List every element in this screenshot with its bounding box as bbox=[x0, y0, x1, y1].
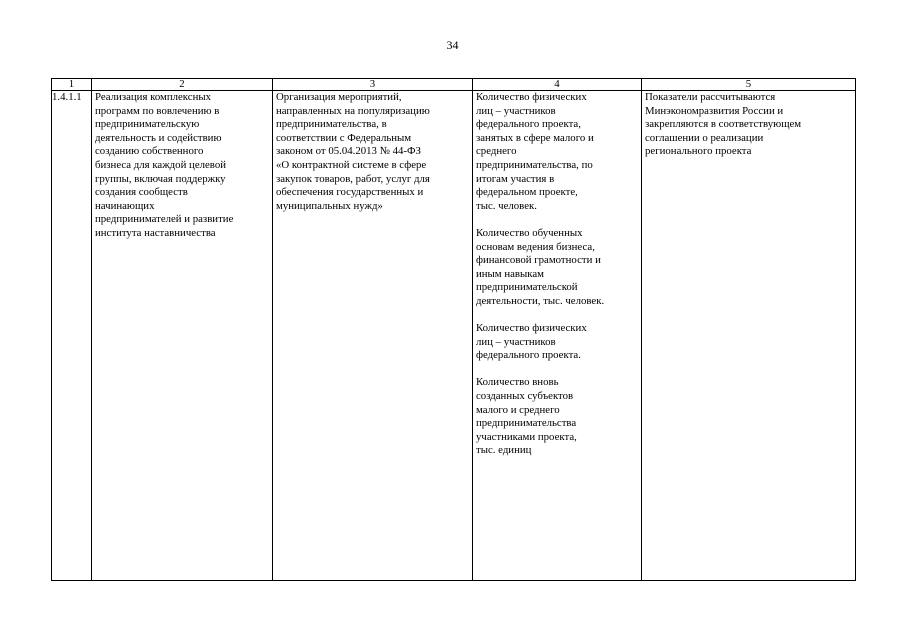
column-header-2: 2 bbox=[92, 79, 273, 91]
event-name-cell bbox=[92, 91, 273, 581]
indicator-paragraph: Количество вновь созданных субъектов малого и среднего предпринимательства участниками проекта, тыс. единиц bbox=[476, 376, 577, 457]
activity-cell bbox=[273, 91, 473, 581]
event-name: Реализация комплексных программ по вовлечению в предпринимательскую деятельность и содействию созданию собственного бизнеса для каждой целевой группы, включая поддержку создания сообществ начинающих предпринимателей и развитие института наставничества bbox=[95, 91, 234, 239]
table-header-row bbox=[52, 79, 856, 91]
row-code: 1.4.1.1 bbox=[52, 91, 82, 103]
column-header-5: 5 bbox=[642, 79, 856, 91]
column-header-4: 4 bbox=[473, 79, 642, 91]
indicator-paragraph: Количество обученных основам ведения бизнеса, финансовой грамотности и иным навыкам предпринимательской деятельности, тыс. человек. bbox=[476, 226, 605, 307]
indicators-cell bbox=[473, 91, 642, 581]
page-number: 34 bbox=[446, 38, 459, 52]
row-code-cell bbox=[52, 91, 92, 581]
measures-table bbox=[51, 78, 856, 581]
notes-cell bbox=[642, 91, 856, 581]
indicator-paragraph: Количество физических лиц – участников федерального проекта. bbox=[476, 322, 587, 362]
notes-text: Показатели рассчитываются Минэкономразвития России и закрепляются в соответствующем соглашении о реализации регионального проекта bbox=[645, 91, 802, 158]
indicator-paragraph: Количество физических лиц – участников федерального проекта, занятых в сфере малого и среднего предпринимательства, по итогам участия в федеральном проекте, тыс. человек. bbox=[476, 91, 594, 212]
column-header-3: 3 bbox=[273, 79, 473, 91]
table-row bbox=[52, 91, 856, 581]
column-header-1: 1 bbox=[52, 79, 92, 91]
activity-description: Организация мероприятий, направленных на популяризацию предпринимательства, в соответствии с Федеральным законом от 05.04.2013 № 44-ФЗ «О контрактной системе в сфере закупок товаров, работ, услуг для обеспечения государственных и муниципальных нужд» bbox=[276, 91, 430, 212]
